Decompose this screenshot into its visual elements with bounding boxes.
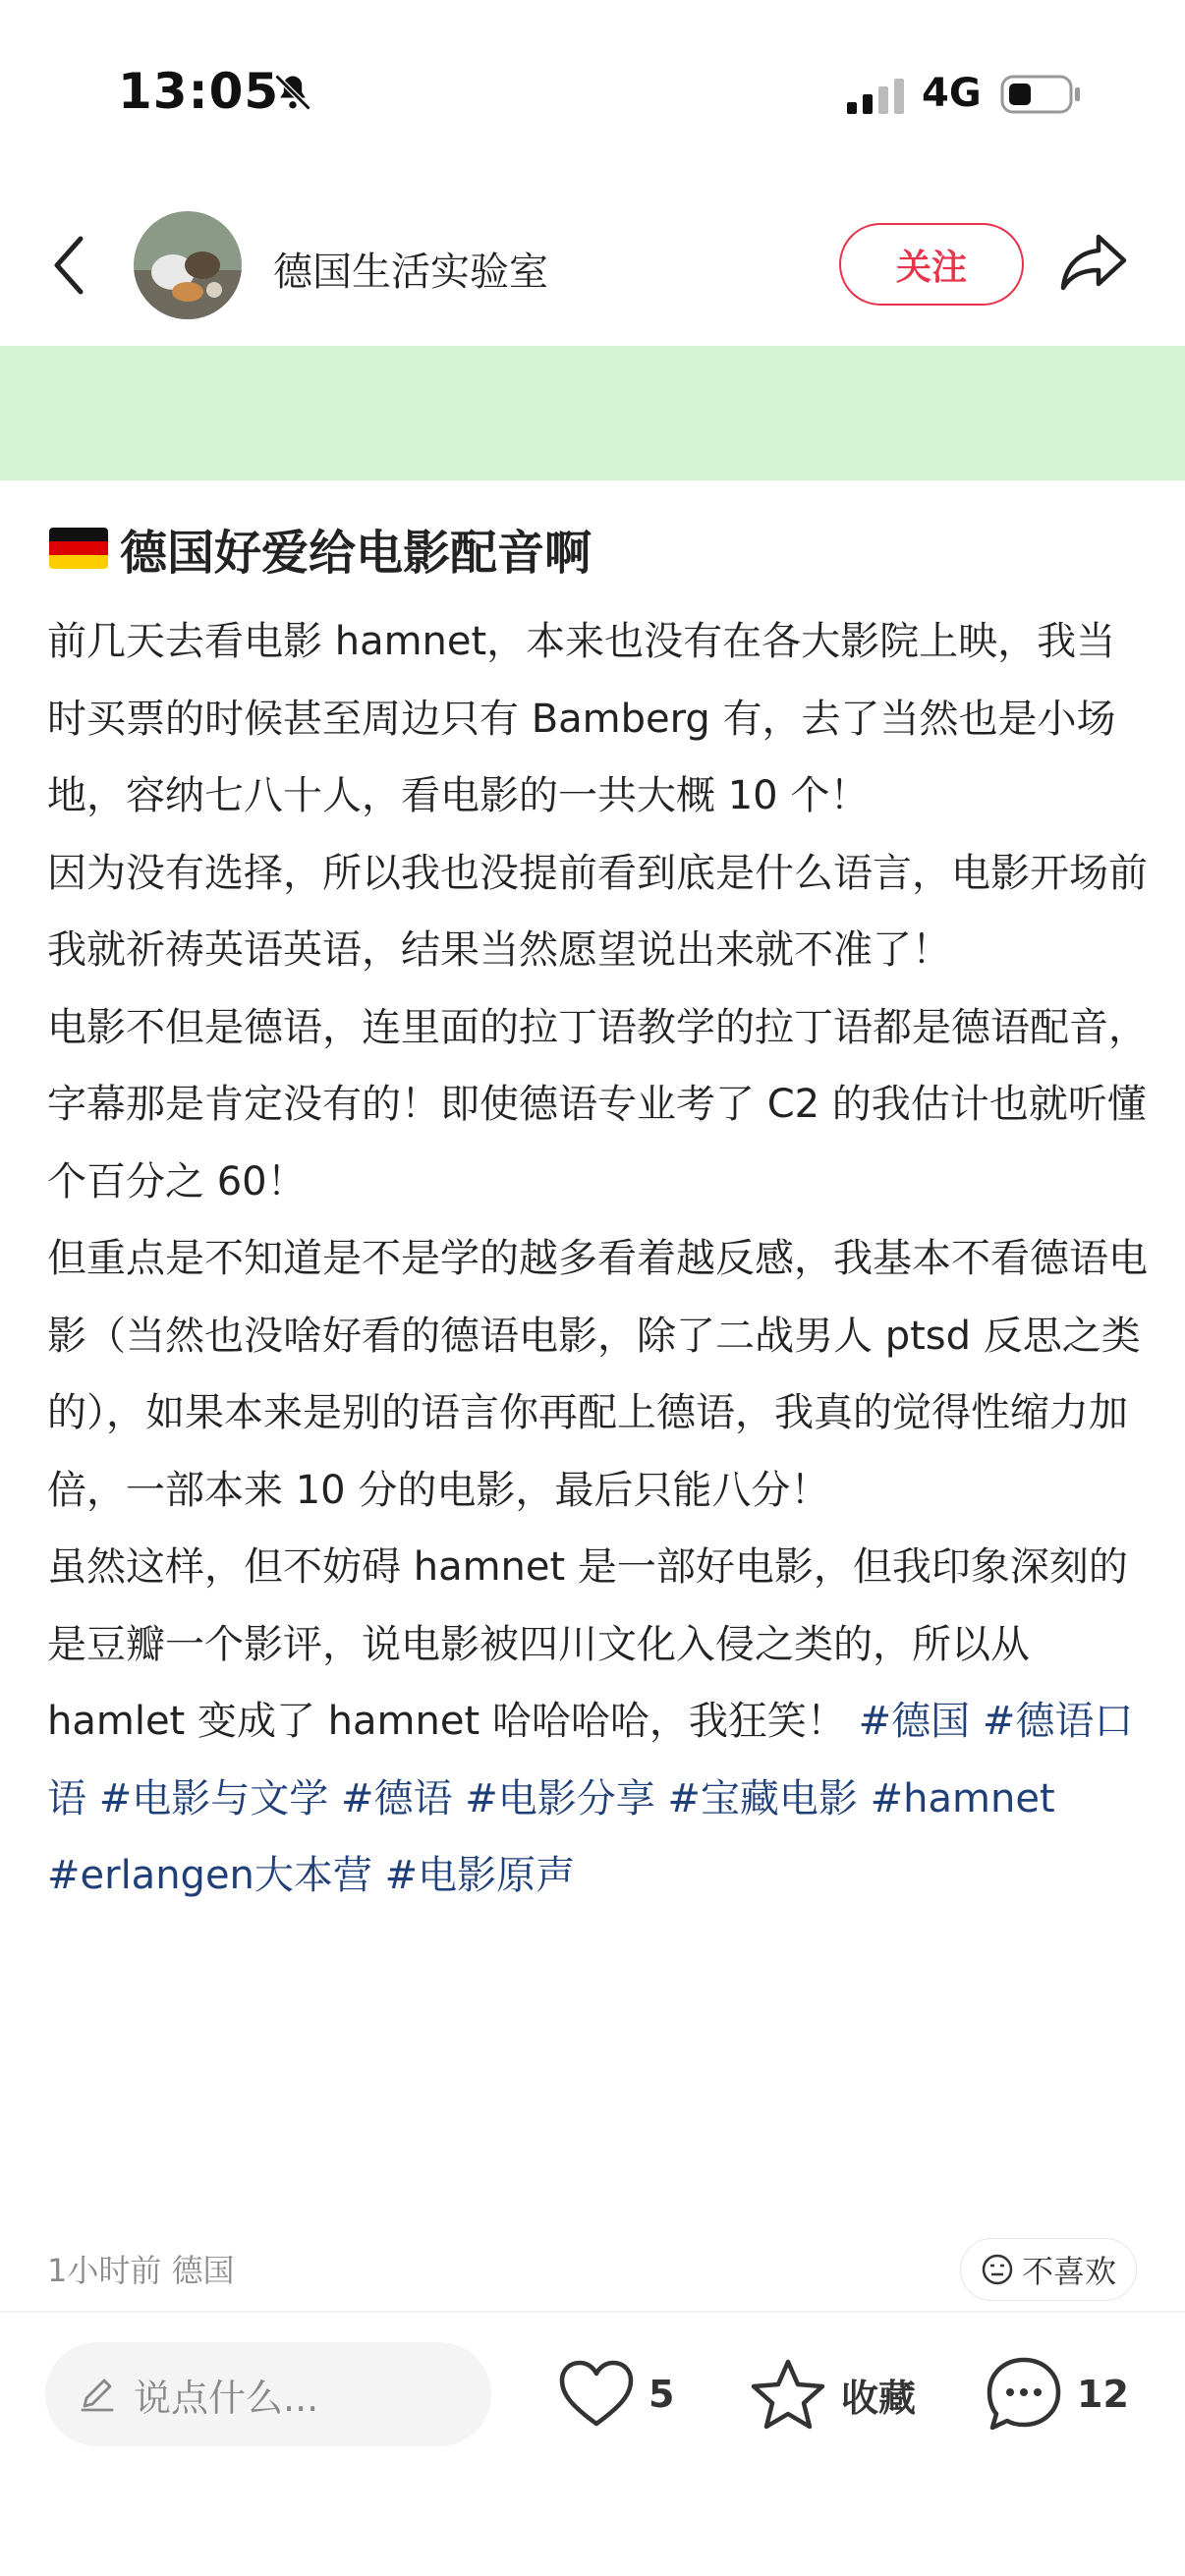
hashtag[interactable]: #德国 bbox=[858, 1699, 971, 1744]
favorite-button[interactable] bbox=[749, 2352, 916, 2436]
follow-button[interactable]: 关注 bbox=[839, 223, 1024, 306]
dislike-button[interactable] bbox=[960, 2238, 1137, 2301]
like-button[interactable] bbox=[558, 2352, 674, 2436]
hashtag[interactable]: #电影与文学 bbox=[98, 1775, 329, 1821]
hashtag[interactable]: #德语 bbox=[340, 1775, 453, 1821]
favorite-label: 收藏 bbox=[841, 2376, 917, 2420]
body-paragraph: 前几天去看电影 hamnet，本来也没有在各大影院上映，我当时买票的时候甚至周边只有 Bamberg 有，去了当然也是小场地，容纳七八十人，看电影的一共大概 10 个！ bbox=[47, 619, 1116, 818]
body-paragraph-last bbox=[47, 1529, 1148, 1915]
comment-button[interactable] bbox=[985, 2352, 1129, 2436]
like-count: 5 bbox=[649, 2373, 675, 2416]
hashtag[interactable]: #德语口语 bbox=[47, 1699, 1134, 1821]
hashtag[interactable]: #电影分享 bbox=[465, 1775, 655, 1821]
back-icon[interactable] bbox=[49, 233, 88, 302]
pencil-icon bbox=[75, 2373, 118, 2416]
heart-icon bbox=[558, 2359, 635, 2430]
star-icon bbox=[749, 2357, 827, 2432]
signal-icon bbox=[847, 79, 910, 118]
status-bar bbox=[0, 0, 1185, 196]
post-meta: 1小时前 德国 bbox=[47, 2252, 235, 2289]
post-title-row bbox=[49, 517, 1140, 580]
post-title: 德国好爱给电影配音啊 bbox=[120, 525, 592, 581]
body-paragraph-text: 虽然这样，但不妨碍 hamnet 是一部好电影，但我印象深刻的是豆瓣一个影评，说电影被四川文化入侵之类的，所以从 hamlet 变成了 hamnet 哈哈哈哈，我狂笑！ bbox=[47, 1544, 1128, 1744]
meh-face-icon bbox=[981, 2253, 1014, 2286]
comment-input[interactable] bbox=[45, 2342, 491, 2446]
comment-placeholder: 说点什么... bbox=[134, 2376, 319, 2420]
author-name[interactable]: 德国生活实验室 bbox=[273, 250, 548, 295]
hashtag[interactable]: #宝藏电影 bbox=[667, 1775, 858, 1821]
share-icon[interactable] bbox=[1059, 231, 1130, 296]
chat-bubble-icon bbox=[985, 2355, 1063, 2434]
hashtag[interactable]: #erlangen大本营 bbox=[47, 1853, 372, 1898]
status-time: 13:05 bbox=[118, 63, 280, 120]
bell-slash-icon bbox=[271, 71, 314, 118]
comment-count: 12 bbox=[1077, 2373, 1129, 2416]
hashtag[interactable]: #电影原声 bbox=[384, 1853, 576, 1898]
body-paragraph: 但重点是不知道是不是学的越多看着越反感，我基本不看德语电影（当然也没啥好看的德语电影，除了二战男人 ptsd 反思之类的），如果本来是别的语言你再配上德语，我真的觉得性缩力加倍，一部本来 10 分的电影，最后只能八分！ bbox=[47, 1236, 1148, 1513]
media-banner bbox=[0, 346, 1185, 480]
divider bbox=[0, 2311, 1185, 2313]
hashtag[interactable]: #hamnet bbox=[870, 1775, 1055, 1821]
body-paragraph: 电影不但是德语，连里面的拉丁语教学的拉丁语都是德语配音，字幕那是肯定没有的！即使德语专业考了 C2 的我估计也就听懂个百分之 60！ bbox=[47, 1004, 1148, 1204]
post-header bbox=[0, 201, 1185, 334]
battery-icon bbox=[1000, 73, 1083, 120]
body-paragraph: 因为没有选择，所以我也没提前看到底是什么语言，电影开场前我就祈祷英语英语，结果当然愿望说出来就不准了！ bbox=[47, 850, 1148, 973]
dislike-label: 不喜欢 bbox=[1021, 2253, 1116, 2290]
post-body bbox=[47, 603, 1148, 1915]
germany-flag-icon bbox=[49, 528, 108, 569]
avatar[interactable] bbox=[134, 211, 242, 319]
network-type: 4G bbox=[922, 71, 982, 116]
